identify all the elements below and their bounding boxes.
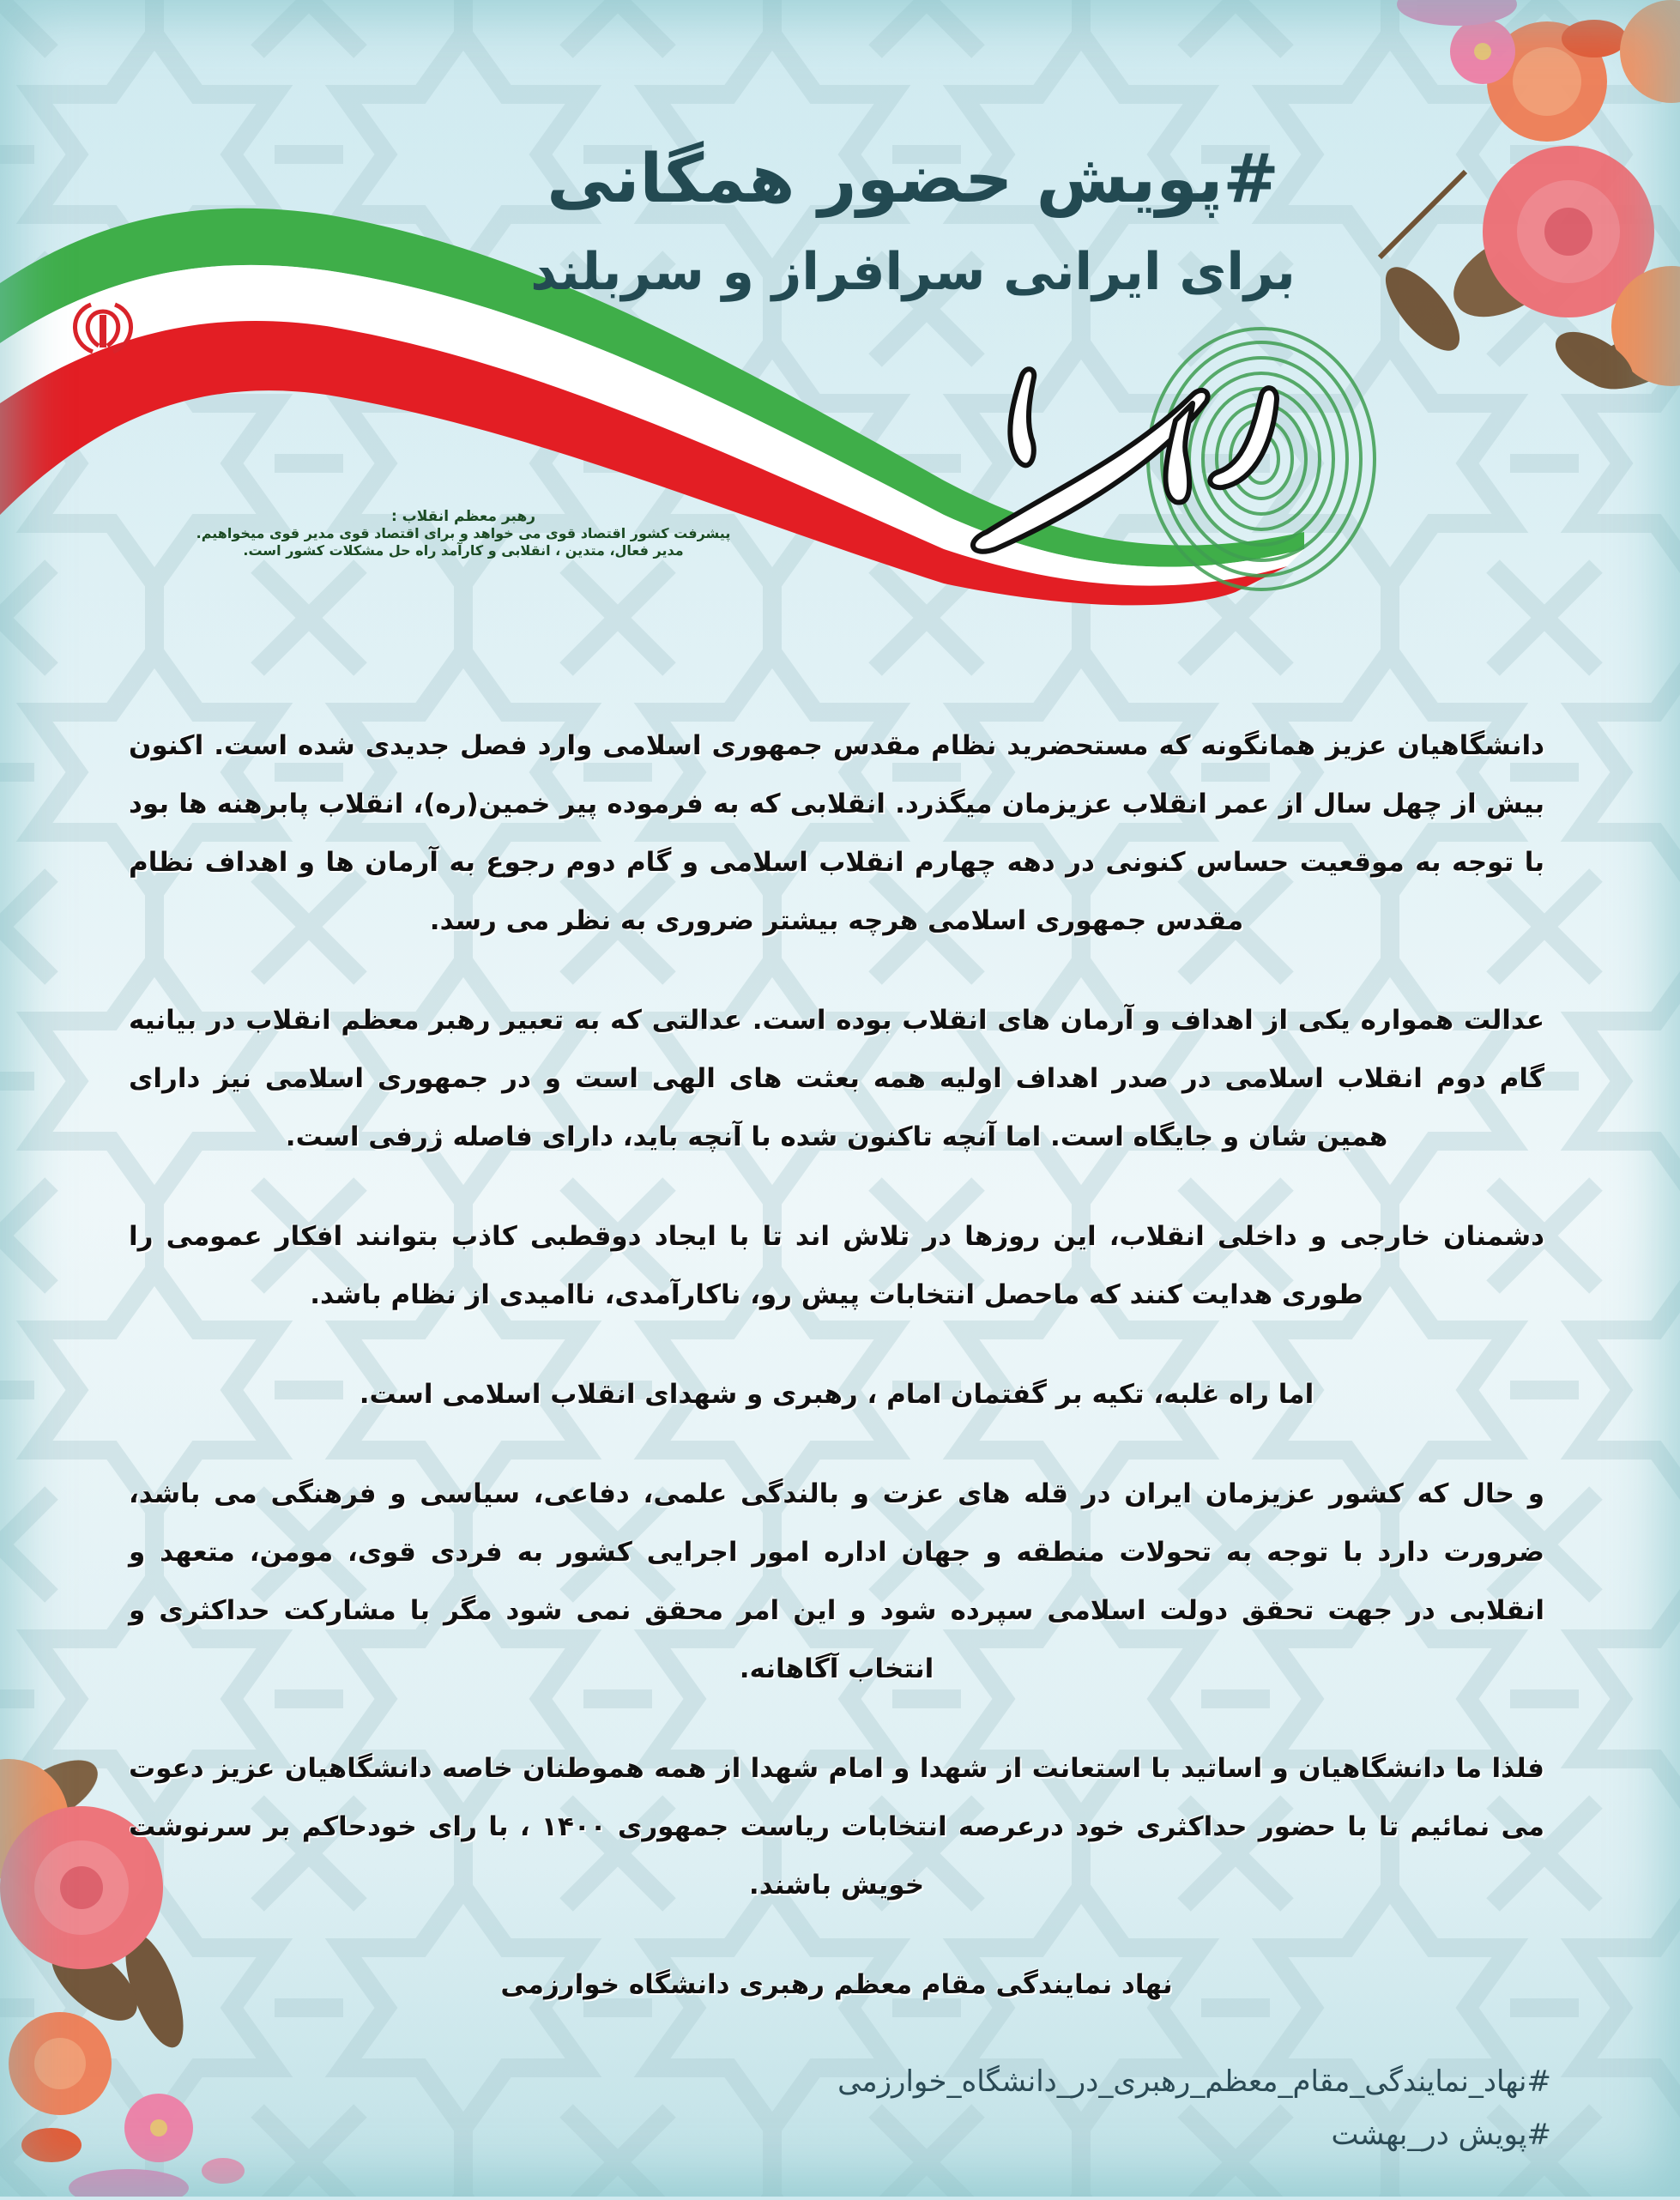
paragraph: دانشگاهیان عزیز همانگونه که مستحضرید نظام مقدس جمهوری اسلامی وارد فصل جدیدی شده است. اکنون بیش از چهل سال از عمر انقلاب عزیزمان میگذرد. انقلابی که به فرموده پیر خمین(ره)، انقلاب پابرهنه ها بود با توجه به موقعیت حساس کنونی در دهه چهارم انقلاب اسلامی و گام دوم رجوع به آرمان ها و اهداف نظام مقدس جمهوری اسلامی هرچه بیشتر ضروری به نظر می رسد. [129,730,1544,936]
logo-stroke-dal [1210,388,1277,487]
statement-body [129,716,1544,2055]
rose-icon [1620,0,1680,103]
wild-rose-icon [1397,0,1517,26]
paragraph: عدالت همواره یکی از اهداف و آرمان های انقلاب بوده است. عدالتی که به تعبیر رهبر معظم انقلاب در بیانیه گام دوم انقلاب اسلامی در صدر اهداف اولیه همه بعثت های الهی است و در جمهوری اسلامی نیز دارای همین شان و جایگاه است. اما آنچه تاکنون شده با آنچه باید، دارای فاصله ژرفی است. [129,1005,1544,1152]
hashtag: #نهاد_نمایندگی_مقام_معظم_رهبری_در_دانشگاه_خوارزمی [837,2064,1551,2099]
page-title: #پویش حضور همگانی [547,141,1279,219]
paragraph: و حال که کشور عزیزمان ایران در قله های عزت و بالندگی علمی، دفاعی، سیاسی و فرهنگی می باشد، ضرورت دارد با توجه به تحولات منطقه و جهان اداره امور اجرایی کشور به فردی قوی، مومن، متعهد و انقلابی در جهت تحقق دولت اسلامی سپرده شود و این امر محقق نمی شود مگر با مشارکت حداکثری و انتخاب آگاهانه. [129,1478,1544,1684]
signature: نهاد نمایندگی مقام معظم رهبری دانشگاه خوارزمی [500,1969,1173,2000]
rosebud-icon [202,2158,245,2184]
paragraph: دشمنان خارجی و داخلی انقلاب، این روزها در تلاش اند تا با ایجاد دوقطبی کاذب بتوانند افکار عمومی را طوری هدایت کنند که ماحصل انتخابات پیش رو، ناکارآمدی، ناامیدی از نظام باشد. [129,1221,1544,1310]
quote-title: رهبر معظم انقلاب : [390,508,536,525]
rosebud-icon [1562,20,1627,57]
paragraph: اما راه غلبه، تکیه بر گفتمان امام ، رهبری و شهدای انقلاب اسلامی است. [359,1379,1314,1410]
quote-line: پیشرفت کشور اقتصاد قوی می خواهد و برای اقتصاد قوی مدیر قوی میخواهیم. [196,525,731,541]
rosebud-icon [21,2128,82,2162]
page-subtitle: برای ایرانی سرافراز و سربلند [530,241,1296,302]
rose-bouquet-top-right [1311,0,1680,652]
hashtag: #پویش در_بهشت [1331,2118,1551,2152]
hashtags [837,2055,1551,2161]
logo-stroke-alef [1010,369,1034,465]
leader-quote [189,508,738,559]
quote-line: مدیر فعال، متدین ، انقلابی و کارآمد راه حل مشکلات کشور است. [243,542,684,559]
paragraph: فلذا ما دانشگاهیان و اساتید با استعانت از شهدا و امام شهدا از همه هموطنان خاصه دانشگاهیان عزیز دعوت می نمائیم تا با حضور حداکثری خود درعرصه انتخابات ریاست جمهوری ۱۴۰۰ ، با رای خودحاکم بر سرنوشت خویش باشند. [129,1753,1544,1901]
